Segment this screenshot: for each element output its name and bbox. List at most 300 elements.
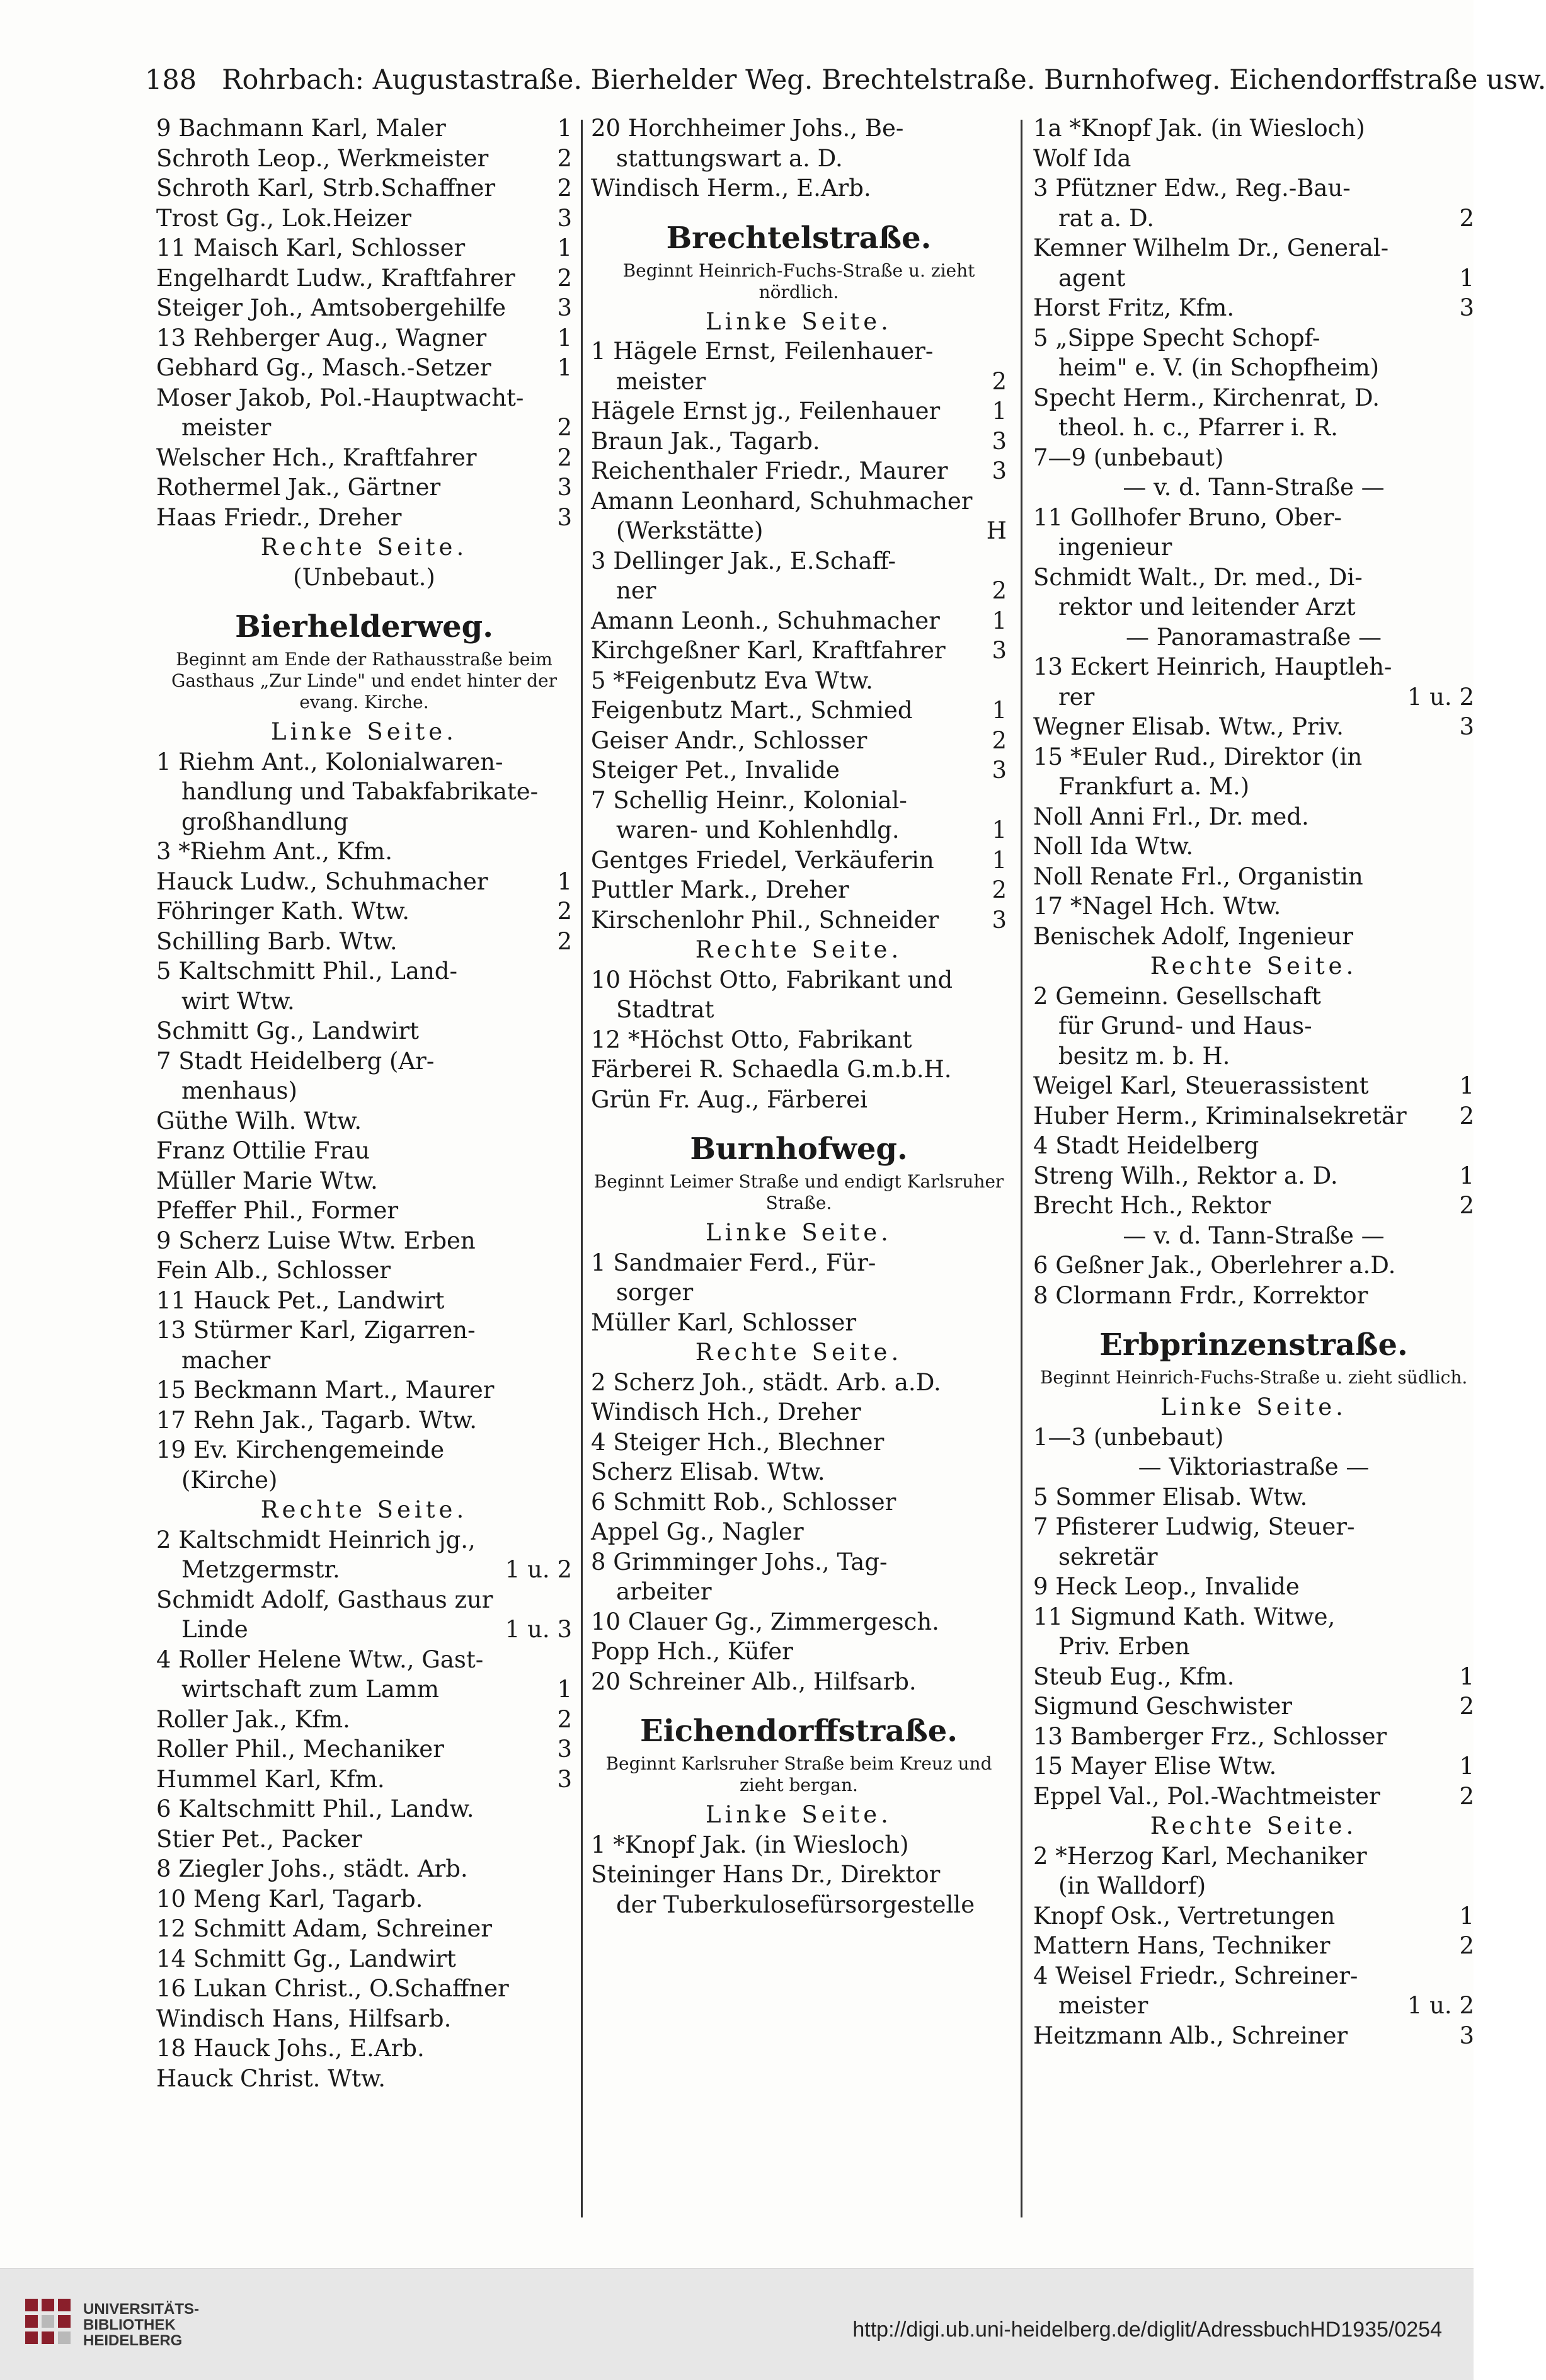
entry-text: Burnhofweg. (690, 1131, 908, 1167)
entry-line (1033, 712, 1474, 742)
floor-number: 2 (992, 367, 1007, 395)
floor-number: 2 (557, 144, 572, 172)
entry-line (1033, 742, 1474, 772)
entry-line (156, 1256, 572, 1286)
entry-line (156, 2004, 572, 2034)
entry-text: ner (616, 577, 656, 604)
entry-text: 3 Dellinger Jak., E.Schaff- (591, 547, 896, 575)
entry-text: Stadtrat (616, 996, 714, 1023)
entry-text: Sigmund Geschwister (1033, 1693, 1292, 1720)
entry-line (591, 1517, 1007, 1547)
entry-line (1033, 532, 1474, 563)
entry-line (591, 426, 1007, 457)
entry-text: Rechte Seite. (260, 1496, 468, 1523)
floor-number: 3 (557, 1736, 572, 1763)
entry-text: heim" e. V. (in Schopfheim) (1058, 354, 1380, 381)
entry-line (1033, 563, 1474, 593)
street-heading (156, 605, 572, 649)
entry-text: Rechte Seite. (1150, 1812, 1358, 1839)
entry-text: Priv. Erben (1058, 1633, 1190, 1660)
entry-text: Schmidt Walt., Dr. med., Di- (1033, 563, 1363, 591)
entry-line (156, 1346, 572, 1376)
entry-text: Reichenthaler Friedr., Maurer (591, 457, 948, 484)
entry-text: Kirchgeßner Karl, Kraftfahrer (591, 637, 946, 664)
entry-text: Scherz Elisab. Wtw. (591, 1458, 825, 1485)
entry-line (591, 336, 1007, 367)
floor-number: 2 (557, 174, 572, 202)
entry-text: 13 Stürmer Karl, Zigarren- (156, 1317, 476, 1344)
cross-street-note (1033, 1452, 1474, 1482)
entry-line (1033, 1131, 1474, 1161)
entry-text: (Kirche) (181, 1466, 278, 1494)
floor-number: 2 (557, 414, 572, 441)
page-number: 188 (145, 64, 197, 96)
entry-line (156, 1525, 572, 1555)
entry-line (156, 1615, 572, 1645)
entry-text: 2 Kaltschmidt Heinrich jg., (156, 1526, 476, 1553)
floor-number: 2 (1459, 1782, 1474, 1810)
entry-text: Feigenbutz Mart., Schmied (591, 697, 913, 724)
entry-line (591, 1607, 1007, 1637)
entry-text: Noll Ida Wtw. (1033, 833, 1194, 860)
entry-text: 2 Gemeinn. Gesellschaft (1033, 982, 1321, 1010)
entry-line (1033, 233, 1474, 263)
entry-text: 1a *Knopf Jak. (in Wiesloch) (1033, 115, 1365, 142)
entry-line (156, 1705, 572, 1735)
floor-number: 1 (557, 1676, 572, 1703)
entry-text: Schmidt Adolf, Gasthaus zur (156, 1586, 493, 1613)
entry-text: Fein Alb., Schlosser (156, 1257, 391, 1284)
entry-text: Beginnt am Ende der Rathausstraße beim Gasthaus „Zur Linde" und endet hinter der evang. Kirche. (171, 649, 557, 712)
entry-text: Gentges Friedel, Verkäuferin (591, 846, 934, 874)
entry-text: meister (1058, 1992, 1148, 2019)
entry-line (156, 1076, 572, 1106)
entry-text: Wolf Ida (1033, 144, 1131, 172)
floor-number: 3 (557, 1765, 572, 1793)
cross-street-note (1033, 472, 1474, 503)
entry-line (1033, 1482, 1474, 1513)
floor-number: 1 (557, 234, 572, 261)
entry-line (591, 875, 1007, 905)
entry-line (1033, 1931, 1474, 1961)
entry-text: Beginnt Karlsruher Straße beim Kreuz und zieht bergan. (605, 1753, 992, 1795)
entry-text: 12 Schmitt Adam, Schreiner (156, 1915, 492, 1942)
entry-text: Färberei R. Schaedla G.m.b.H. (591, 1056, 952, 1083)
entry-text: 20 Horchheimer Johs., Be- (591, 115, 904, 142)
entry-line (591, 173, 1007, 203)
floor-number: 1 (992, 398, 1007, 425)
street-description (1033, 1367, 1474, 1388)
entry-text: Hauck Ludw., Schuhmacher (156, 867, 488, 895)
source-url-link[interactable]: http://digi.ub.uni-heidelberg.de/diglit/AdressbuchHD1935/0254 (852, 2318, 1442, 2342)
column-1 (156, 113, 572, 2211)
entry-text: 19 Ev. Kirchengemeinde (156, 1436, 445, 1463)
entry-text: 1 Hägele Ernst, Feilenhauer- (591, 338, 934, 365)
entry-text: Linke Seite. (706, 1219, 892, 1246)
entry-text: 6 Schmitt Rob., Schlosser (591, 1488, 896, 1516)
street-description (591, 1753, 1007, 1796)
entry-text: Welscher Hch., Kraftfahrer (156, 443, 477, 471)
floor-number: 2 (992, 577, 1007, 604)
floor-number: 1 (1459, 1753, 1474, 1780)
entry-line (156, 233, 572, 263)
entry-text: Föhringer Kath. Wtw. (156, 898, 409, 925)
entry-text: Weigel Karl, Steuerassistent (1033, 1072, 1369, 1099)
entry-line (1033, 2021, 1474, 2051)
entry-text: (in Walldorf) (1058, 1872, 1206, 1899)
column-3 (1033, 113, 1474, 2211)
entry-text: Eichendorffstraße. (640, 1713, 958, 1749)
entry-line (591, 845, 1007, 876)
entry-line (1033, 1961, 1474, 1991)
entry-text: Brechtelstraße. (666, 220, 932, 256)
entry-text: 9 Bachmann Karl, Maler (156, 115, 446, 142)
floor-number: H (986, 517, 1007, 544)
entry-line (156, 472, 572, 503)
entry-text: — Panoramastraße — (1125, 623, 1382, 651)
entry-line (1033, 772, 1474, 802)
entry-line (156, 1854, 572, 1884)
entry-line (591, 113, 1007, 144)
street-description (591, 260, 1007, 303)
entry-line (1033, 1041, 1474, 1072)
floor-number: 2 (1459, 1932, 1474, 1959)
entry-text: 10 Höchst Otto, Fabrikant und (591, 966, 953, 993)
floor-number: 3 (1459, 713, 1474, 740)
entry-line (156, 896, 572, 927)
street-heading (591, 1127, 1007, 1171)
entry-text: 11 Maisch Karl, Schlosser (156, 234, 466, 261)
entry-line (1033, 1871, 1474, 1901)
entry-line (591, 1830, 1007, 1860)
entry-text: Engelhardt Ludw., Kraftfahrer (156, 264, 515, 292)
entry-text: Pfeffer Phil., Former (156, 1197, 399, 1224)
entry-line (156, 1375, 572, 1405)
side-heading (1033, 1392, 1474, 1422)
entry-line (1033, 1250, 1474, 1281)
entry-text: Bierhelderweg. (235, 609, 493, 644)
entry-line (591, 1085, 1007, 1115)
entry-text: Mattern Hans, Techniker (1033, 1932, 1331, 1959)
floor-number: 1 u. 3 (505, 1616, 572, 1643)
side-heading (156, 717, 572, 747)
entry-line (156, 383, 572, 413)
floor-number: 2 (557, 264, 572, 292)
floor-number: 2 (1459, 204, 1474, 232)
entry-text: Beginnt Leimer Straße und endigt Karlsruher Straße. (593, 1171, 1004, 1213)
entry-line (156, 837, 572, 867)
entry-line (156, 263, 572, 294)
entry-text: ingenieur (1058, 534, 1172, 561)
entry-line (1033, 891, 1474, 922)
entry-line (1033, 1901, 1474, 1931)
entry-text: Amann Leonhard, Schuhmacher (591, 487, 973, 515)
entry-text: Erbprinzenstraße. (1099, 1327, 1408, 1363)
entry-text: Kirschenlohr Phil., Schneider (591, 906, 939, 934)
entry-text: Steiger Pet., Invalide (591, 757, 840, 784)
entry-text: Schroth Karl, Strb.Schaffner (156, 174, 496, 202)
floor-number: 3 (1459, 2022, 1474, 2049)
entry-text: 7 Stadt Heidelberg (Ar- (156, 1047, 435, 1075)
entry-text: 3 *Riehm Ant., Kfm. (156, 838, 392, 865)
entry-text: Geiser Andr., Schlosser (591, 726, 867, 754)
entry-line (591, 695, 1007, 726)
street-heading (591, 1709, 1007, 1753)
entry-line (591, 1055, 1007, 1085)
entry-line (156, 927, 572, 957)
entry-line (591, 456, 1007, 486)
entry-line (156, 353, 572, 383)
entry-line (591, 1547, 1007, 1577)
entry-text: Knopf Osk., Vertretungen (1033, 1902, 1336, 1930)
entry-line (156, 173, 572, 203)
floor-number: 2 (992, 876, 1007, 903)
floor-number: 3 (992, 757, 1007, 784)
entry-line (591, 786, 1007, 816)
entry-line (1033, 203, 1474, 234)
entry-line (591, 1397, 1007, 1427)
entry-text: Linde (181, 1616, 248, 1643)
floor-number: 1 (1459, 1072, 1474, 1099)
entry-line (591, 1577, 1007, 1607)
entry-text: Steub Eug., Kfm. (1033, 1662, 1235, 1690)
entry-text: sekretär (1058, 1543, 1158, 1570)
entry-text: rat a. D. (1058, 204, 1155, 232)
entry-text: 4 Stadt Heidelberg (1033, 1132, 1259, 1159)
street-description (156, 649, 572, 713)
entry-text: Hummel Karl, Kfm. (156, 1765, 385, 1793)
entry-line (591, 546, 1007, 576)
entry-text: 20 Schreiner Alb., Hilfsarb. (591, 1668, 917, 1695)
floor-number: 3 (1459, 294, 1474, 321)
entry-text: Moser Jakob, Pol.-Hauptwacht- (156, 384, 524, 411)
entry-line (156, 203, 572, 234)
floor-number: 3 (992, 427, 1007, 455)
entry-text: Horst Fritz, Kfm. (1033, 294, 1235, 321)
entry-line (156, 1914, 572, 1944)
entry-line (1033, 1512, 1474, 1542)
entry-line (1033, 1572, 1474, 1602)
entry-text: Franz Ottilie Frau (156, 1137, 370, 1164)
entry-text: 13 Eckert Heinrich, Hauptleh- (1033, 653, 1392, 680)
column-divider-2 (1021, 120, 1022, 2217)
floor-number: 2 (557, 898, 572, 925)
entry-line (591, 1667, 1007, 1697)
entry-line (156, 1974, 572, 2004)
entry-text: 1 Sandmaier Ferd., Für- (591, 1249, 876, 1276)
entry-text: Stier Pet., Packer (156, 1825, 362, 1853)
entry-line (1033, 113, 1474, 144)
entry-text: Steininger Hans Dr., Direktor (591, 1861, 941, 1888)
entry-text: Huber Herm., Kriminalsekretär (1033, 1102, 1407, 1130)
entry-line (1033, 1011, 1474, 1041)
entry-text: 10 Meng Karl, Tagarb. (156, 1885, 423, 1913)
floor-number: 2 (1459, 1693, 1474, 1720)
floor-number: 1 (1459, 1662, 1474, 1690)
entry-text: 14 Schmitt Gg., Landwirt (156, 1945, 456, 1972)
floor-number: 1 u. 2 (1407, 1992, 1474, 2019)
entry-text: 18 Hauck Johs., E.Arb. (156, 2035, 425, 2062)
entry-line (156, 1555, 572, 1585)
entry-line (156, 1734, 572, 1765)
entry-text: Puttler Mark., Dreher (591, 876, 849, 903)
entry-line (591, 516, 1007, 546)
entry-text: 7 Schellig Heinr., Kolonial- (591, 786, 907, 814)
entry-text: 1 *Knopf Jak. (in Wiesloch) (591, 1831, 909, 1858)
side-heading (156, 1495, 572, 1525)
entry-text: 11 Hauck Pet., Landwirt (156, 1286, 445, 1314)
floor-number: 2 (557, 443, 572, 471)
entry-text: 9 Scherz Luise Wtw. Erben (156, 1227, 476, 1254)
floor-number: 2 (1459, 1192, 1474, 1219)
entry-line (1033, 1101, 1474, 1131)
street-heading (591, 216, 1007, 260)
column-divider-1 (581, 120, 583, 2217)
entry-line (156, 1645, 572, 1675)
floor-number: 1 (992, 816, 1007, 844)
entry-text: theol. h. c., Pfarrer i. R. (1058, 414, 1338, 441)
entry-line (1033, 353, 1474, 383)
entry-text: Rechte Seite. (1150, 953, 1358, 980)
entry-text: Steiger Joh., Amtsobergehilfe (156, 294, 507, 321)
entry-line (156, 1405, 572, 1436)
entry-text: 9 Heck Leop., Invalide (1033, 1573, 1300, 1600)
entry-text: (Werkstätte) (616, 517, 764, 544)
entry-text: Windisch Herm., E.Arb. (591, 174, 871, 202)
floor-number: 1 (1459, 1902, 1474, 1930)
floor-number: 1 (557, 354, 572, 381)
entry-text: 4 Steiger Hch., Blechner (591, 1428, 885, 1456)
entry-text: 6 Geßner Jak., Oberlehrer a.D. (1033, 1252, 1396, 1279)
floor-number: 1 (1459, 1162, 1474, 1189)
entry-text: 17 Rehn Jak., Tagarb. Wtw. (156, 1406, 478, 1434)
entry-text: Amann Leonh., Schuhmacher (591, 607, 940, 634)
entry-text: meister (616, 367, 706, 395)
entry-text: 11 Sigmund Kath. Witwe, (1033, 1603, 1336, 1630)
entry-text: (Unbebaut.) (293, 563, 435, 591)
entry-line (1033, 413, 1474, 443)
entry-line (591, 1308, 1007, 1338)
entry-text: Linke Seite. (706, 1801, 892, 1828)
floor-number: 1 (557, 324, 572, 352)
entry-text: Kemner Wilhelm Dr., General- (1033, 234, 1389, 261)
entry-text: meister (181, 414, 272, 441)
street-heading (1033, 1323, 1474, 1367)
entry-line (1033, 1542, 1474, 1572)
entry-text: Rechte Seite. (260, 534, 468, 561)
entry-line (156, 323, 572, 353)
entry-text: wirt Wtw. (181, 987, 295, 1015)
entry-line (156, 113, 572, 144)
floor-number: 1 (557, 115, 572, 142)
entry-line (156, 503, 572, 533)
floor-number: 1 u. 2 (505, 1556, 572, 1583)
entry-line (156, 1674, 572, 1705)
cross-street-note (156, 563, 572, 593)
entry-line (1033, 323, 1474, 353)
entry-text: Trost Gg., Lok.Heizer (156, 204, 411, 232)
entry-text: stattungswart a. D. (616, 144, 843, 172)
entry-line (156, 1824, 572, 1855)
entry-line (156, 777, 572, 807)
cross-street-note (1033, 622, 1474, 653)
entry-line (1033, 1841, 1474, 1872)
floor-number: 3 (992, 457, 1007, 484)
side-heading (156, 532, 572, 563)
entry-text: Metzgermstr. (181, 1556, 340, 1583)
entry-text: sorger (616, 1279, 694, 1306)
floor-number: 2 (992, 726, 1007, 754)
entry-text: — Viktoriastraße — (1138, 1453, 1370, 1480)
entry-line (1033, 1422, 1474, 1453)
entry-text: Grün Fr. Aug., Färberei (591, 1085, 867, 1113)
entry-text: 1 Riehm Ant., Kolonialwaren- (156, 748, 503, 775)
entry-text: Windisch Hch., Dreher (591, 1399, 861, 1426)
entry-line (1033, 1281, 1474, 1311)
floor-number: 3 (557, 474, 572, 501)
entry-text: wirtschaft zum Lamm (181, 1676, 439, 1703)
entry-line (156, 413, 572, 443)
entry-text: Müller Karl, Schlosser (591, 1308, 857, 1336)
entry-text: Müller Marie Wtw. (156, 1167, 378, 1194)
entry-text: Roller Phil., Mechaniker (156, 1736, 444, 1763)
entry-text: arbeiter (616, 1578, 712, 1605)
entry-text: 2 *Herzog Karl, Mechaniker (1033, 1842, 1367, 1870)
entry-line (591, 1368, 1007, 1398)
entry-text: für Grund- und Haus- (1058, 1012, 1312, 1039)
entry-line (156, 1226, 572, 1256)
entry-line (1033, 922, 1474, 952)
entry-line (591, 1457, 1007, 1487)
entry-text: menhaus) (181, 1077, 297, 1104)
entry-line (1033, 652, 1474, 682)
entry-text: waren- und Kohlenhdlg. (616, 816, 900, 844)
entry-line (591, 606, 1007, 636)
entry-line (1033, 293, 1474, 323)
entry-line (1033, 1602, 1474, 1632)
entry-text: 5 *Feigenbutz Eva Wtw. (591, 667, 873, 694)
entry-line (591, 995, 1007, 1025)
entry-line (156, 1944, 572, 1974)
entry-text: besitz m. b. H. (1058, 1042, 1230, 1070)
entry-line (1033, 1722, 1474, 1752)
entry-text: 8 Clormann Frdr., Korrektor (1033, 1281, 1368, 1309)
entry-text: Eppel Val., Pol.-Wachtmeister (1033, 1782, 1380, 1810)
side-heading (591, 1218, 1007, 1248)
entry-text: 8 Ziegler Johs., städt. Arb. (156, 1855, 468, 1882)
entry-text: rer (1058, 683, 1095, 711)
entry-line (591, 905, 1007, 935)
entry-text: Beginnt Heinrich-Fuchs-Straße u. zieht nördlich. (622, 260, 975, 302)
entry-text: Schmitt Gg., Landwirt (156, 1017, 420, 1044)
entry-text: 11 Gollhofer Bruno, Ober- (1033, 503, 1342, 531)
entry-line (591, 144, 1007, 174)
entry-text: Heitzmann Alb., Schreiner (1033, 2022, 1348, 2049)
entry-line (156, 1046, 572, 1077)
floor-number: 3 (557, 204, 572, 232)
entry-text: Braun Jak., Tagarb. (591, 427, 820, 455)
entry-line (591, 1890, 1007, 1920)
side-heading (1033, 1811, 1474, 1841)
entry-line (1033, 682, 1474, 712)
entry-text: der Tuberkulosefürsorgestelle (616, 1891, 975, 1918)
entry-line (156, 1585, 572, 1615)
entry-line (1033, 592, 1474, 622)
entry-text: Brecht Hch., Rektor (1033, 1192, 1271, 1219)
entry-text: 7 Pfisterer Ludwig, Steuer- (1033, 1513, 1355, 1540)
entry-line (156, 443, 572, 473)
entry-text: 13 Rehberger Aug., Wagner (156, 324, 487, 352)
